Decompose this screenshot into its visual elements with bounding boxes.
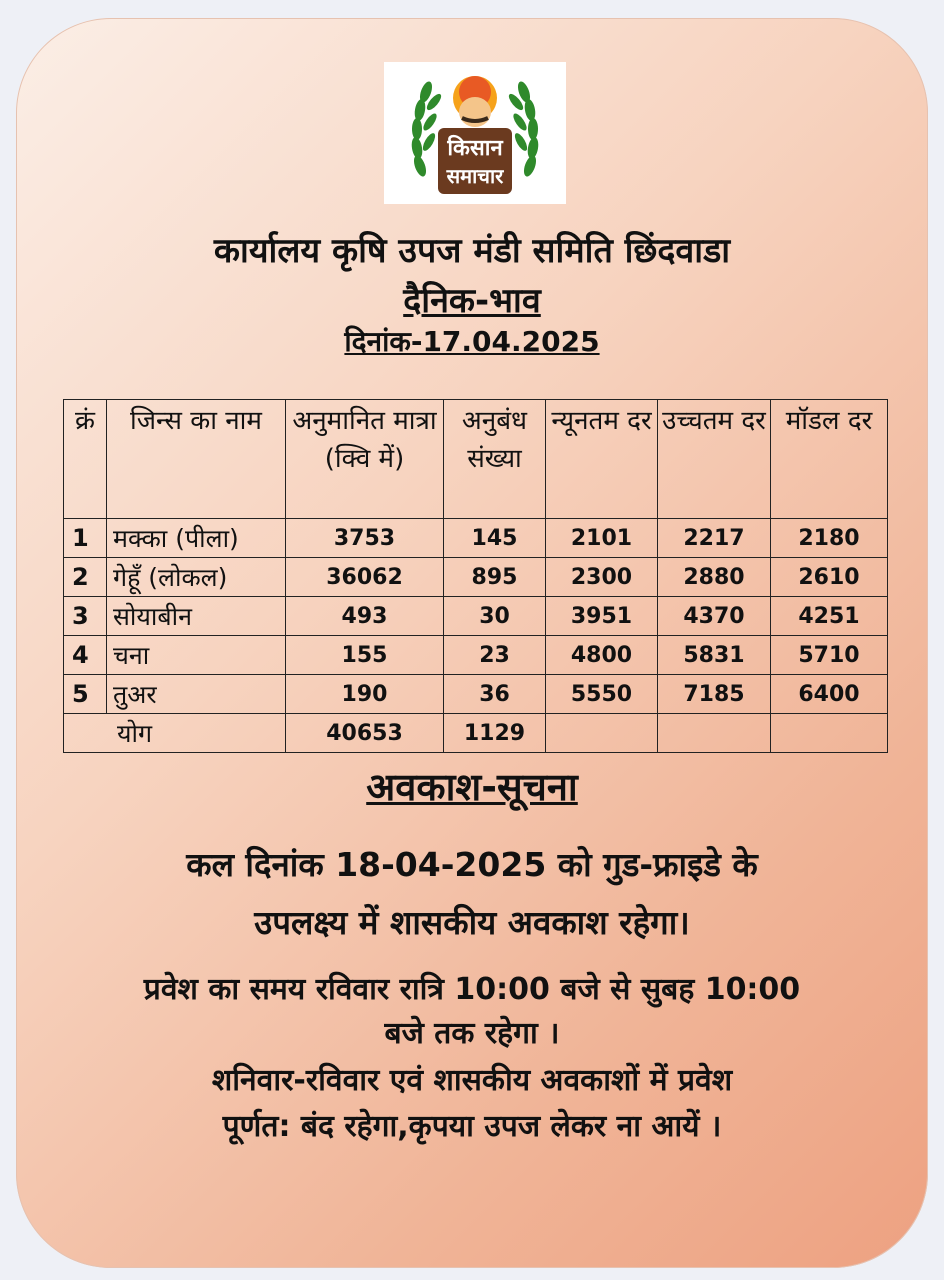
holiday-notice [60, 836, 884, 952]
cell-commodity: सोयाबीन [107, 597, 286, 636]
header-min-rate: न्यूनतम दर [546, 400, 658, 519]
cell-quantity: 3753 [286, 519, 444, 558]
cell-commodity: चना [107, 636, 286, 675]
header-contracts: अनुबंध संख्या [444, 400, 546, 519]
closure-notice [60, 1058, 884, 1150]
cell-modal-rate: 5710 [771, 636, 888, 675]
rates-table [63, 399, 888, 753]
logo-text-line2: समाचार [446, 164, 504, 188]
table-row [64, 675, 888, 714]
table-row [64, 636, 888, 675]
entry-line1: प्रवेश का समय रविवार रात्रि 10:00 बजे से सुबह 10:00 [143, 972, 801, 1007]
cell-max-rate: 7185 [658, 675, 771, 714]
cell-min-rate: 5550 [546, 675, 658, 714]
cell-max-rate: 5831 [658, 636, 771, 675]
cell-serial: 2 [64, 558, 107, 597]
header-serial: क्रं [64, 400, 107, 519]
cell-min-rate: 2300 [546, 558, 658, 597]
cell-min-rate: 3951 [546, 597, 658, 636]
cell-quantity: 493 [286, 597, 444, 636]
table-header-row [64, 400, 888, 519]
cell-modal-rate: 4251 [771, 597, 888, 636]
holiday-line2: उपलक्ष्य में शासकीय अवकाश रहेगा। [254, 903, 690, 942]
cell-contracts: 30 [444, 597, 546, 636]
cell-quantity: 36062 [286, 558, 444, 597]
cell-min-rate: 2101 [546, 519, 658, 558]
cell-commodity: गेहूँ (लोकल) [107, 558, 286, 597]
table-row [64, 558, 888, 597]
header-max-rate: उच्चतम दर [658, 400, 771, 519]
cell-quantity: 190 [286, 675, 444, 714]
cell-commodity: तुअर [107, 675, 286, 714]
header-modal-rate: मॉडल दर [771, 400, 888, 519]
cell-serial: 1 [64, 519, 107, 558]
table-total-row [64, 714, 888, 753]
cell-total-label [64, 714, 286, 753]
cell-modal-rate: 2180 [771, 519, 888, 558]
header-commodity: जिन्स का नाम [107, 400, 286, 519]
logo-text-line1: किसान [447, 136, 503, 161]
cell-total-contracts: 1129 [444, 714, 546, 753]
holiday-line1: कल दिनांक 18-04-2025 को गुड-फ्राइडे के [186, 845, 758, 884]
cell-modal-rate: 2610 [771, 558, 888, 597]
cell-contracts: 145 [444, 519, 546, 558]
cell-serial: 4 [64, 636, 107, 675]
cell-max-rate: 2217 [658, 519, 771, 558]
cell-contracts: 36 [444, 675, 546, 714]
holiday-heading: अवकाश-सूचना [366, 765, 578, 809]
report-date: दिनांक-17.04.2025 [344, 325, 600, 358]
cell-contracts: 895 [444, 558, 546, 597]
cell-min-rate: 4800 [546, 636, 658, 675]
cell-modal-rate: 6400 [771, 675, 888, 714]
cell-empty [771, 714, 888, 753]
total-label-text: योग [116, 719, 153, 748]
cell-serial: 3 [64, 597, 107, 636]
entry-line2: बजे तक रहेगा । [384, 1016, 560, 1051]
table-row [64, 597, 888, 636]
daily-rates-subtitle: दैनिक-भाव [403, 281, 541, 321]
kisan-samachar-logo [384, 62, 566, 204]
header-quantity: अनुमानित मात्रा (क्वि में) [286, 400, 444, 519]
cell-max-rate: 4370 [658, 597, 771, 636]
entry-time-notice [60, 968, 884, 1056]
cell-commodity: मक्का (पीला) [107, 519, 286, 558]
cell-empty [546, 714, 658, 753]
office-title: कार्यालय कृषि उपज मंडी समिति छिंदवाडा [213, 231, 731, 271]
cell-contracts: 23 [444, 636, 546, 675]
cell-serial: 5 [64, 675, 107, 714]
cell-total-quantity: 40653 [286, 714, 444, 753]
cell-empty [658, 714, 771, 753]
closure-line2: पूर्णत: बंद रहेगा,कृपया उपज लेकर ना आयें । [222, 1109, 722, 1144]
cell-max-rate: 2880 [658, 558, 771, 597]
closure-line1: शनिवार-रविवार एवं शासकीय अवकाशों में प्रवेश [211, 1063, 733, 1098]
cell-quantity: 155 [286, 636, 444, 675]
table-row [64, 519, 888, 558]
